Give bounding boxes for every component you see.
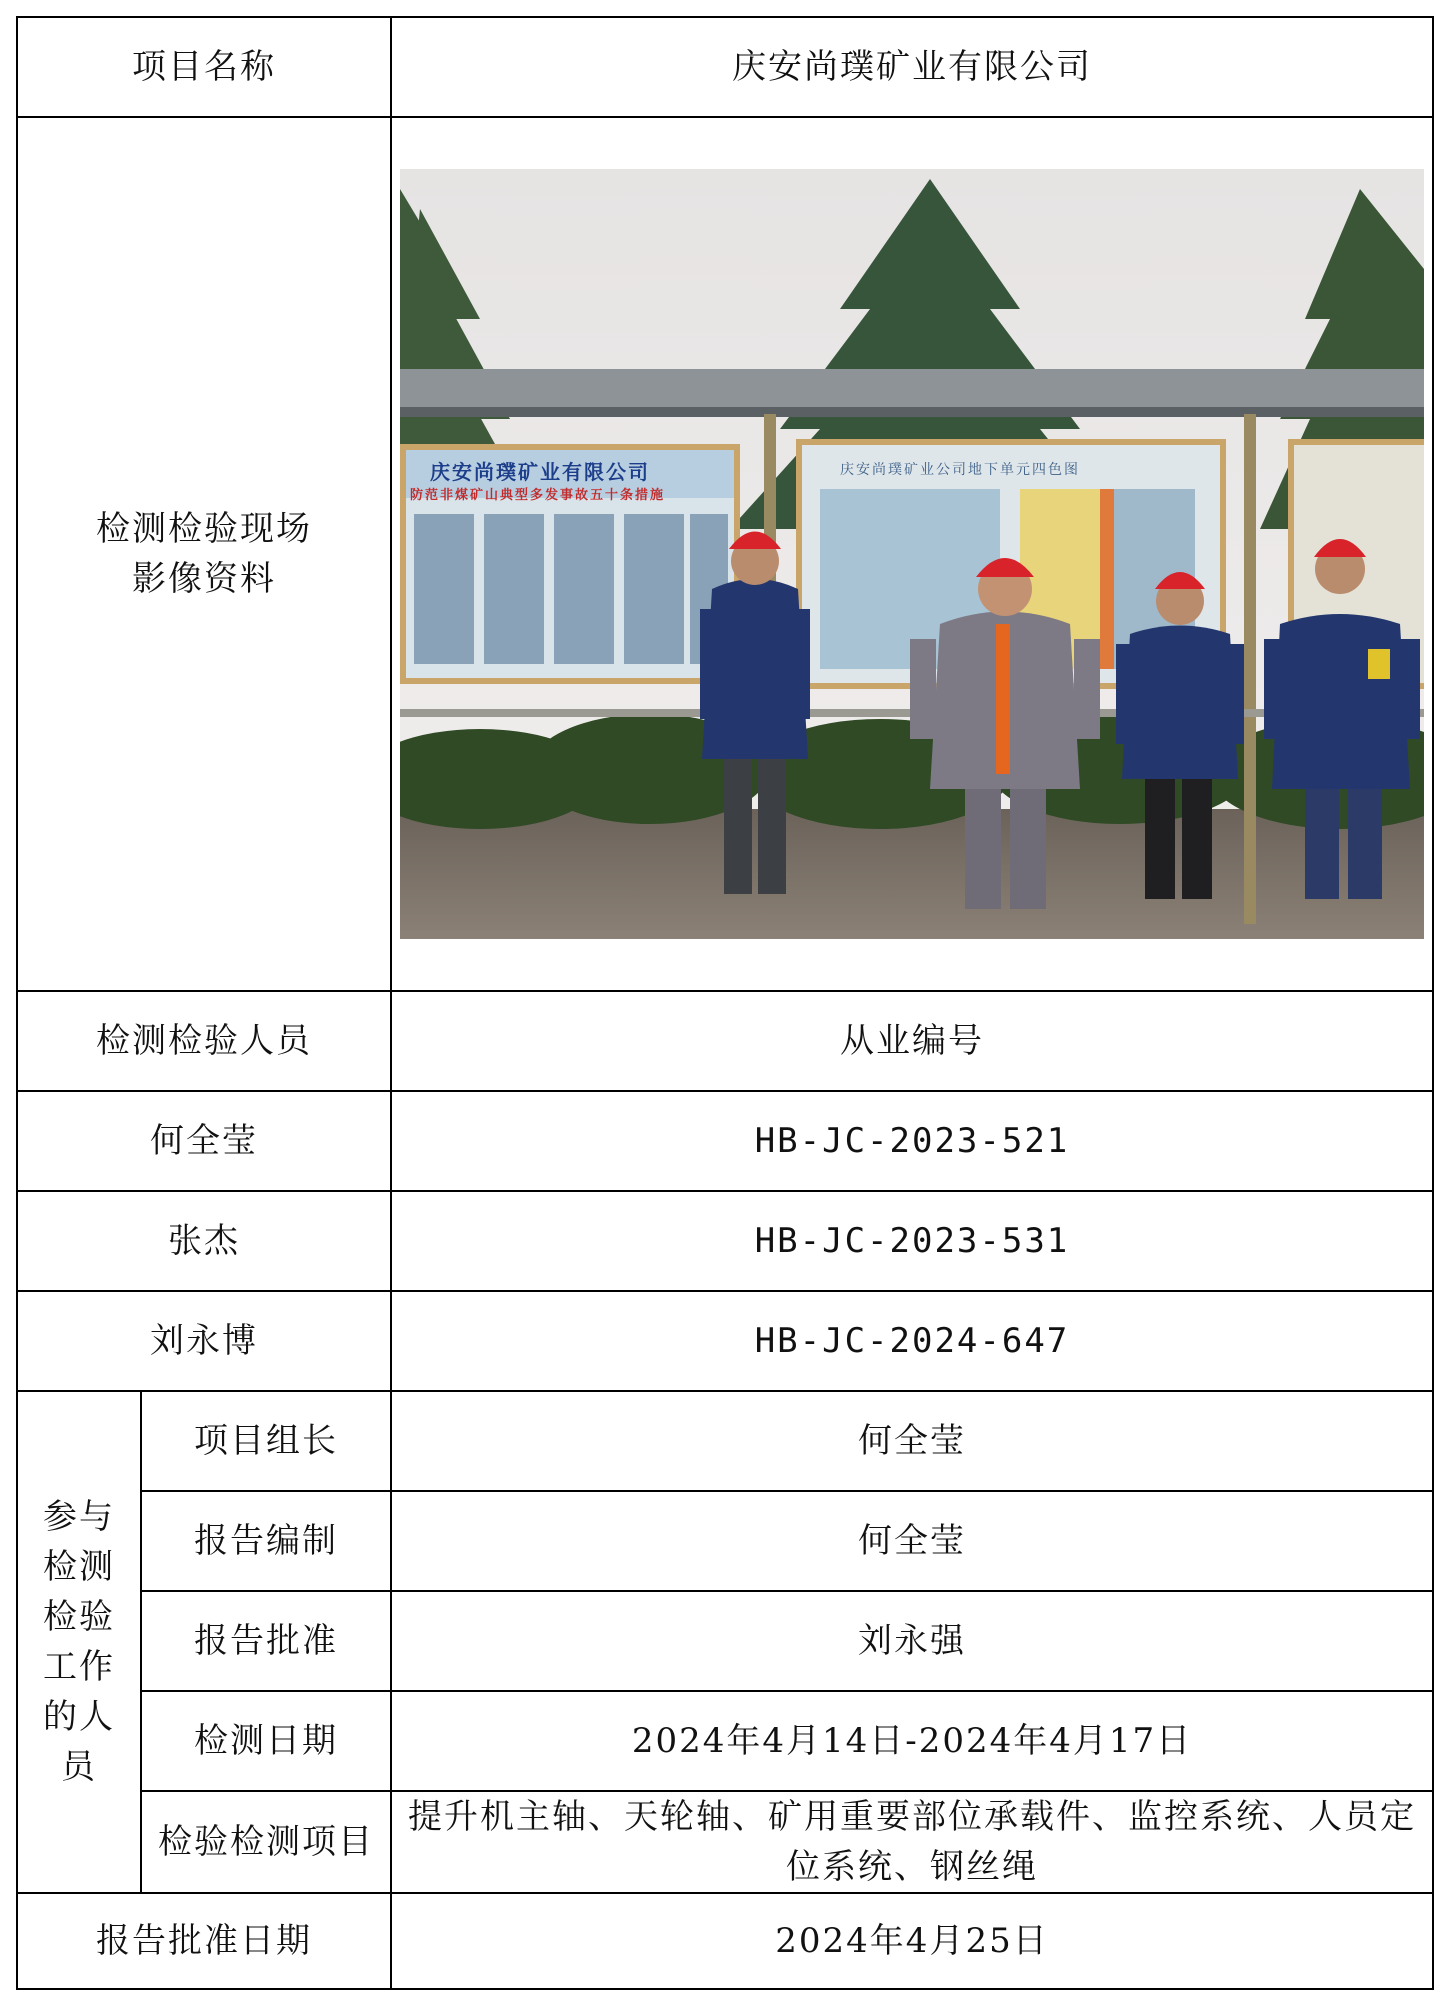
board1-subtitle: 防范非煤矿山典型多发事故五十条措施 [410,488,666,503]
participants-label [17,1391,141,1893]
board1-title: 庆安尚璞矿业有限公司 [430,460,650,484]
participant-role: 项目组长 [141,1391,391,1491]
inspector-license: HB-JC-2024-647 [391,1291,1433,1391]
participant-row [17,1691,1433,1791]
notice-board-1 [400,444,740,684]
license-label: 从业编号 [391,991,1433,1091]
photo-label-text: 检测检验现场 影像资料 [96,509,312,599]
participant-value: 2024年4月14日-2024年4月17日 [391,1691,1433,1791]
inspector-license: HB-JC-2023-521 [391,1091,1433,1191]
inspector-name: 何全莹 [17,1091,391,1191]
inspectors-label: 检测检验人员 [17,991,391,1091]
participant-value: 何全莹 [391,1391,1433,1491]
participant-row [17,1791,1433,1893]
participant-role: 报告批准 [141,1591,391,1691]
participant-role: 检验检测项目 [141,1791,391,1893]
inspector-row [17,1091,1433,1191]
project-name-value: 庆安尚璞矿业有限公司 [391,17,1433,117]
photo-cell [391,117,1433,991]
participant-value: 何全莹 [391,1491,1433,1591]
site-photo-illustration [400,169,1424,939]
site-photo [400,169,1424,939]
inspectors-header-row [17,991,1433,1091]
photo-row [17,117,1433,991]
participant-row [17,1591,1433,1691]
inspector-row [17,1191,1433,1291]
project-name-label: 项目名称 [17,17,391,117]
inspection-record-table [16,16,1434,1990]
photo-label [17,117,391,991]
participant-value: 刘永强 [391,1591,1433,1691]
participant-row [17,1391,1433,1491]
approval-date-value: 2024年4月25日 [391,1893,1433,1989]
inspector-name: 张杰 [17,1191,391,1291]
project-name-row [17,17,1433,117]
participant-value: 提升机主轴、天轮轴、矿用重要部位承载件、监控系统、人员定位系统、钢丝绳 [391,1791,1433,1893]
approval-date-label: 报告批准日期 [17,1893,391,1989]
board2-title: 庆安尚璞矿业公司地下单元四色图 [840,462,1080,478]
inspector-name: 刘永博 [17,1291,391,1391]
inspector-row [17,1291,1433,1391]
participant-role: 报告编制 [141,1491,391,1591]
participant-role: 检测日期 [141,1691,391,1791]
participants-label-text: 参与 检测 检验 工作 的人 员 [43,1497,115,1787]
shelter-roof [400,369,1424,411]
participant-row [17,1491,1433,1591]
approval-date-row [17,1893,1433,1989]
inspector-license: HB-JC-2023-531 [391,1191,1433,1291]
